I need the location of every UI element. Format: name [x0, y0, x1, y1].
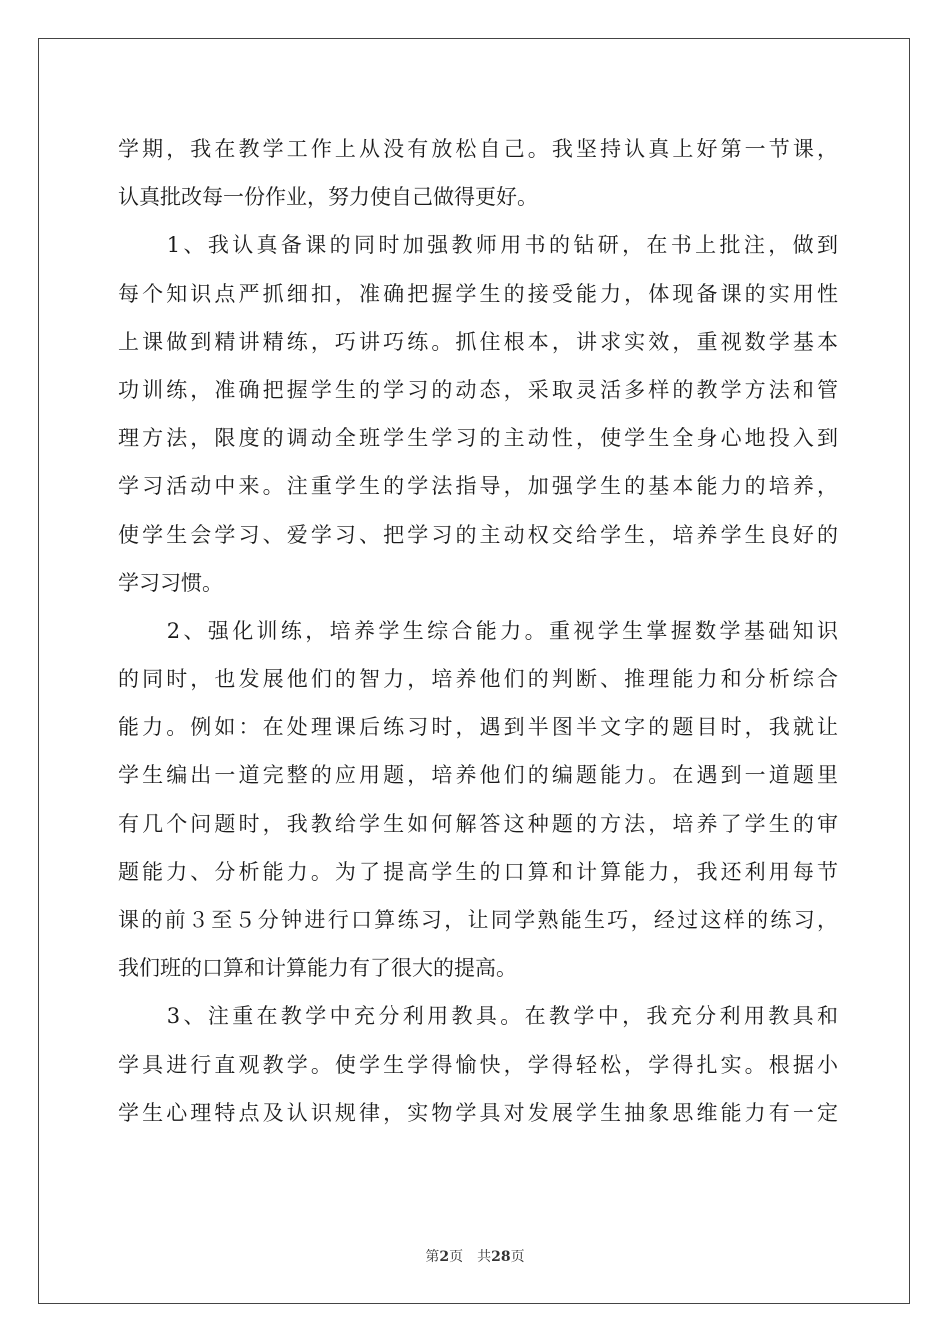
- text-line: 认真批改每一份作业，努力使自己做得更好。: [118, 185, 538, 210]
- text-line: 课的前３至５分钟进行口算练习，让同学熟能生巧，经过这样的练习，: [118, 908, 838, 932]
- text-line: 3、注重在教学中充分利用教具。在教学中，我充分利用教具和: [118, 1004, 838, 1029]
- text-line: 学生编出一道完整的应用题，培养他们的编题能力。在遇到一道题里: [118, 763, 838, 788]
- text-line: 每个知识点严抓细扣，准确把握学生的接受能力，体现备课的实用性: [118, 281, 838, 306]
- total-suffix: 页: [510, 1249, 525, 1265]
- total-prefix: 共: [477, 1249, 492, 1265]
- text-line: 我们班的口算和计算能力有了很大的提高。: [118, 956, 517, 981]
- text-line: 2、强化训练，培养学生综合能力。重视学生掌握数学基础知识: [118, 618, 838, 643]
- text-line: 学习习惯。: [118, 570, 223, 595]
- document-body: [118, 125, 838, 1137]
- page-footer: [0, 1246, 950, 1266]
- text-line: 学期，我在教学工作上从没有放松自己。我坚持认真上好第一节课，: [118, 137, 838, 161]
- page-prefix: 第: [425, 1249, 440, 1265]
- total-page-count: 28: [491, 1249, 511, 1265]
- page-number-label: [425, 1249, 463, 1265]
- text-line: 上课做到精讲精练，巧讲巧练。抓住根本，讲求实效，重视数学基本: [118, 329, 838, 354]
- text-line: 能力。例如：在处理课后练习时，遇到半图半文字的题目时，我就让: [118, 715, 838, 740]
- text-line: 的同时，也发展他们的智力，培养他们的判断、推理能力和分析综合: [118, 667, 838, 692]
- text-line: 使学生会学习、爱学习、把学习的主动权交给学生，培养学生良好的: [118, 522, 838, 547]
- text-line: 有几个问题时，我教给学生如何解答这种题的方法，培养了学生的审: [118, 811, 838, 836]
- text-line: 理方法，限度的调动全班学生学习的主动性，使学生全身心地投入到: [118, 426, 838, 451]
- current-page-number: 2: [439, 1249, 450, 1265]
- page-suffix: 页: [449, 1249, 464, 1265]
- text-line: 学具进行直观教学。使学生学得愉快，学得轻松，学得扎实。根据小: [118, 1052, 838, 1077]
- text-line: 学习活动中来。注重学生的学法指导，加强学生的基本能力的培养，: [118, 474, 838, 499]
- text-line: 1、我认真备课的同时加强教师用书的钻研，在书上批注，做到: [118, 233, 838, 258]
- text-line: 题能力、分析能力。为了提高学生的口算和计算能力，我还利用每节: [118, 859, 838, 884]
- text-line: 学生心理特点及认识规律，实物学具对发展学生抽象思维能力有一定: [118, 1100, 838, 1125]
- text-line: 功训练，准确把握学生的学习的动态，采取灵活多样的教学方法和管: [118, 377, 838, 402]
- total-pages-label: [477, 1249, 524, 1265]
